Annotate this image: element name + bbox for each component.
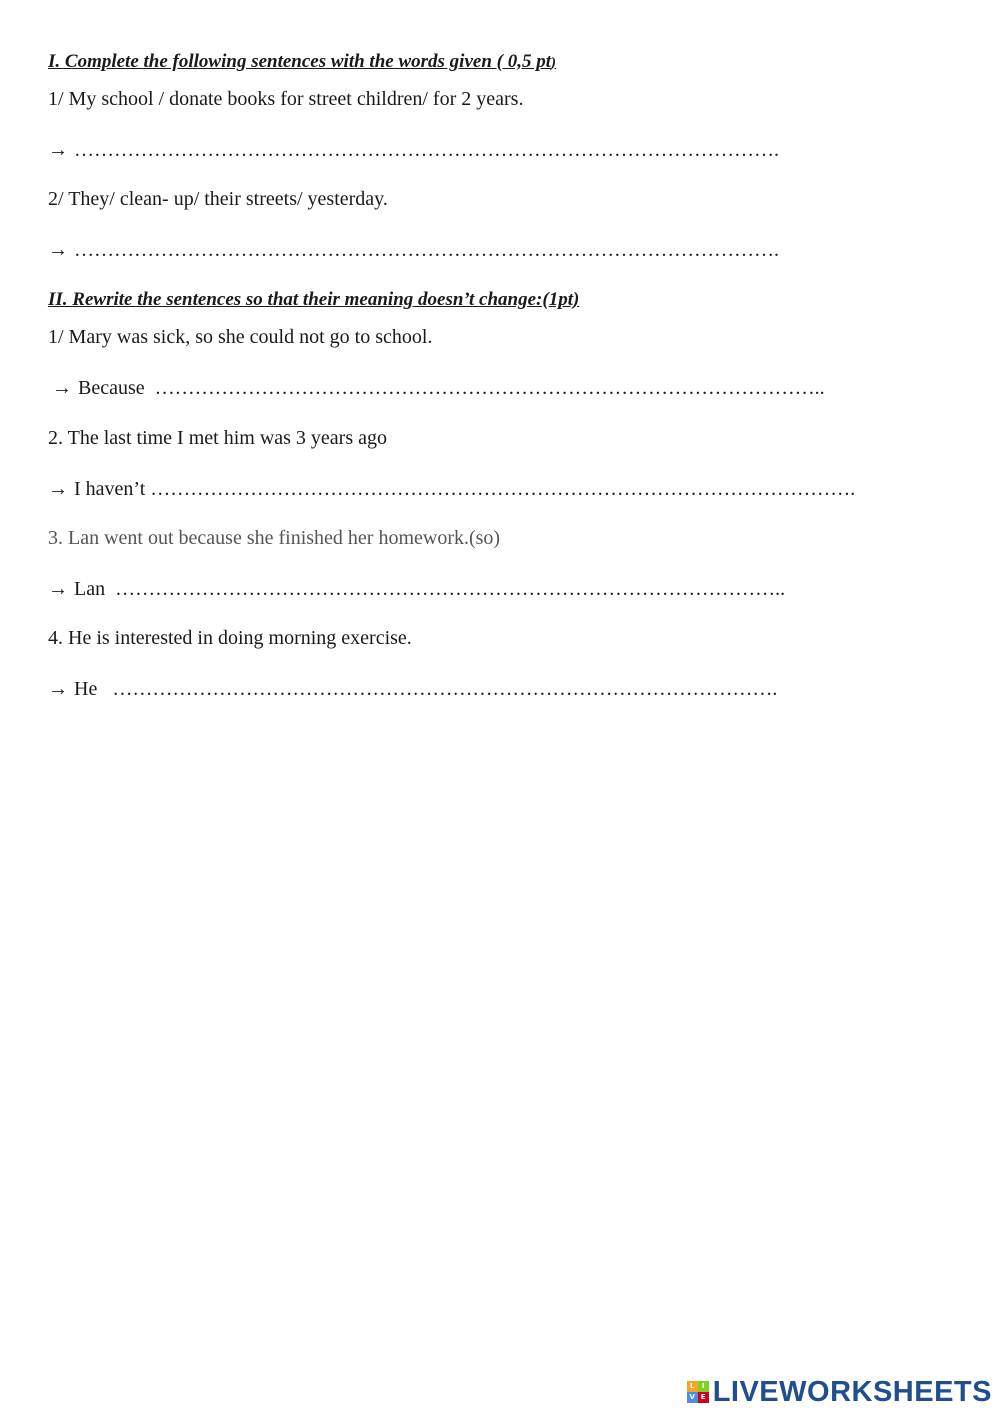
answer-dots: ……………………………………………………………………………………….. <box>115 578 786 600</box>
arrow-icon: → <box>52 377 72 399</box>
arrow-icon: → <box>48 678 68 700</box>
question-2-2-prompt: 2. The last time I met him was 3 years ago <box>48 427 387 449</box>
logo-text: LIVEWORKSHEETS <box>712 1375 992 1408</box>
answer-line-1-1[interactable] <box>48 138 779 162</box>
logo-mark-letter: V <box>687 1392 698 1403</box>
answer-dots: ………………………………………………………………………………………. <box>112 678 778 700</box>
answer-starter: He <box>74 678 98 700</box>
answer-line-2-1[interactable] <box>52 376 825 400</box>
answer-dots: ……………………………………………………………………………………………. <box>74 239 779 261</box>
answer-starter: Because <box>78 377 145 399</box>
answer-dots: ……………………………………………………………………………………………. <box>150 478 856 500</box>
arrow-icon: → <box>48 139 68 161</box>
question-2-1-prompt: 1/ Mary was sick, so she could not go to school. <box>48 326 433 348</box>
section-1-heading-text: I. Complete the following sentences with the words given ( 0,5 pt <box>48 51 551 72</box>
question-2-3-prompt: 3. Lan went out because she finished her homework.(so) <box>48 527 501 549</box>
answer-line-2-2[interactable] <box>48 477 855 501</box>
section-1-heading-close: ) <box>551 55 556 71</box>
logo-mark-letter: L <box>687 1381 698 1392</box>
answer-dots: ……………………………………………………………………………………………. <box>74 139 779 161</box>
logo-mark-letter: I <box>698 1381 709 1392</box>
arrow-icon: → <box>48 578 68 600</box>
logo-mark-letter: E <box>698 1392 709 1403</box>
section-1-heading <box>48 50 556 75</box>
section-2-heading: II. Rewrite the sentences so that their meaning doesn’t change:(1pt) <box>48 289 580 310</box>
arrow-icon: → <box>48 239 68 261</box>
question-2-4-prompt: 4. He is interested in doing morning exercise. <box>48 627 412 649</box>
arrow-icon: → <box>48 478 68 500</box>
answer-starter: Lan <box>74 578 106 600</box>
answer-starter: I haven’t <box>74 478 146 500</box>
answer-line-2-3[interactable] <box>48 577 785 601</box>
answer-line-2-4[interactable] <box>48 677 777 701</box>
liveworksheets-logo[interactable] <box>687 1377 992 1407</box>
question-1-1-prompt: 1/ My school / donate books for street children/ for 2 years. <box>48 88 524 110</box>
question-1-2-prompt: 2/ They/ clean- up/ their streets/ yesterday. <box>48 188 388 210</box>
answer-dots: ……………………………………………………………………………………….. <box>154 377 825 399</box>
answer-line-1-2[interactable] <box>48 238 779 262</box>
logo-mark-icon <box>687 1381 709 1403</box>
